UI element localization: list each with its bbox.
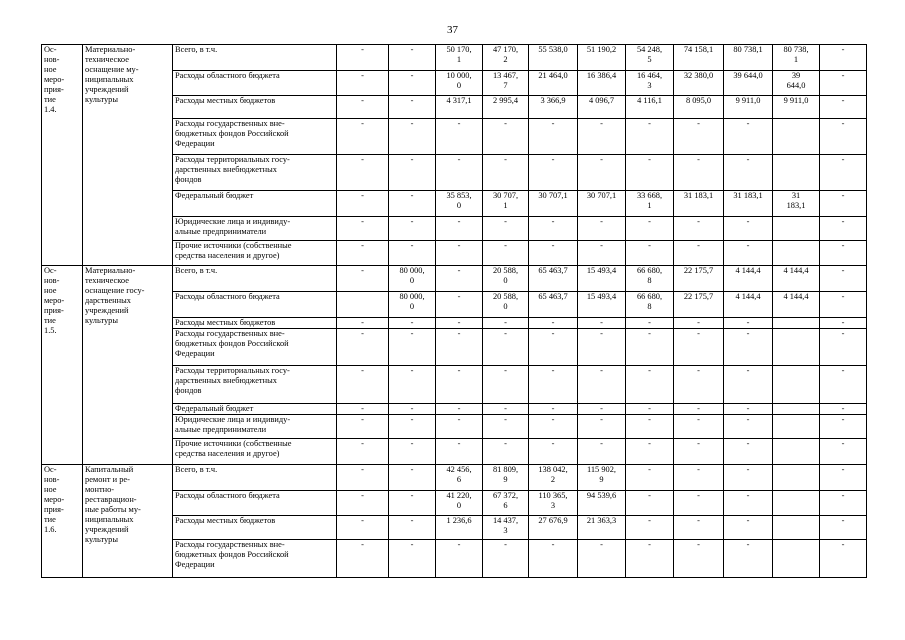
amount-cell: 8 095,0 — [674, 96, 724, 119]
amount-cell: - — [820, 366, 867, 404]
amount-cell: - — [674, 318, 724, 329]
funding-source: Юридические лица и индивиду- альные предприниматели — [173, 217, 337, 241]
amount-cell — [773, 415, 820, 439]
amount-cell: 4 144,4 — [724, 266, 773, 292]
amount-cell: 22 175,7 — [674, 292, 724, 318]
amount-cell: - — [724, 217, 773, 241]
amount-cell: - — [436, 292, 483, 318]
amount-cell: - — [578, 415, 626, 439]
amount-cell: 3 366,9 — [529, 96, 578, 119]
amount-cell: - — [674, 119, 724, 155]
amount-cell: - — [436, 366, 483, 404]
event-label: Ос- нов- ное меро- прия- тие 1.5. — [42, 266, 83, 465]
amount-cell: - — [529, 119, 578, 155]
funding-source: Расходы государственных вне- бюджетных фондов Российской Федерации — [173, 540, 337, 578]
amount-cell: - — [820, 96, 867, 119]
amount-cell: 9 911,0 — [773, 96, 820, 119]
amount-cell: - — [674, 217, 724, 241]
amount-cell: - — [820, 266, 867, 292]
funding-source: Расходы территориальных госу- дарственных внебюджетных фондов — [173, 155, 337, 191]
event-name: Материально- техническое оснащение му- ниципальных учреждений культуры — [83, 45, 173, 266]
amount-cell — [773, 217, 820, 241]
amount-cell: - — [337, 119, 389, 155]
amount-cell: - — [483, 119, 529, 155]
funding-source: Расходы местных бюджетов — [173, 96, 337, 119]
amount-cell: 4 144,4 — [773, 292, 820, 318]
amount-cell — [337, 292, 389, 318]
amount-cell: 4 096,7 — [578, 96, 626, 119]
amount-cell: - — [436, 266, 483, 292]
amount-cell: - — [626, 318, 674, 329]
amount-cell: 33 668, 1 — [626, 191, 674, 217]
amount-cell: - — [724, 491, 773, 516]
amount-cell: - — [436, 439, 483, 465]
amount-cell: - — [674, 540, 724, 578]
amount-cell: - — [674, 439, 724, 465]
amount-cell: - — [389, 71, 436, 96]
amount-cell: - — [578, 119, 626, 155]
amount-cell: - — [337, 491, 389, 516]
amount-cell: - — [337, 191, 389, 217]
amount-cell: - — [337, 217, 389, 241]
amount-cell: - — [674, 465, 724, 491]
amount-cell: 66 680, 8 — [626, 292, 674, 318]
funding-source: Расходы государственных вне- бюджетных фондов Российской Федерации — [173, 119, 337, 155]
amount-cell — [773, 329, 820, 366]
amount-cell: - — [483, 329, 529, 366]
amount-cell: - — [724, 415, 773, 439]
amount-cell: 42 456, 6 — [436, 465, 483, 491]
amount-cell: - — [820, 71, 867, 96]
amount-cell: - — [389, 439, 436, 465]
amount-cell: - — [626, 329, 674, 366]
amount-cell: - — [436, 540, 483, 578]
funding-source: Расходы местных бюджетов — [173, 516, 337, 540]
amount-cell: 15 493,4 — [578, 266, 626, 292]
amount-cell: 50 170, 1 — [436, 45, 483, 71]
amount-cell: - — [389, 191, 436, 217]
amount-cell: - — [389, 491, 436, 516]
amount-cell: 35 853, 0 — [436, 191, 483, 217]
amount-cell: - — [626, 155, 674, 191]
amount-cell: - — [626, 366, 674, 404]
amount-cell: 32 380,0 — [674, 71, 724, 96]
funding-source: Расходы областного бюджета — [173, 292, 337, 318]
funding-source: Всего, в т.ч. — [173, 266, 337, 292]
amount-cell — [773, 491, 820, 516]
amount-cell: 55 538,0 — [529, 45, 578, 71]
funding-source: Расходы территориальных госу- дарственных внебюджетных фондов — [173, 366, 337, 404]
amount-cell — [773, 155, 820, 191]
funding-source: Юридические лица и индивиду- альные предприниматели — [173, 415, 337, 439]
amount-cell: - — [389, 96, 436, 119]
amount-cell: - — [626, 516, 674, 540]
amount-cell: 94 539,6 — [578, 491, 626, 516]
event-label: Ос- нов- ное меро- прия- тие 1.4. — [42, 45, 83, 266]
event-label: Ос- нов- ное меро- прия- тие 1.6. — [42, 465, 83, 578]
amount-cell: - — [529, 439, 578, 465]
amount-cell: - — [674, 491, 724, 516]
amount-cell: - — [389, 119, 436, 155]
amount-cell: - — [483, 415, 529, 439]
table-row — [42, 266, 867, 292]
amount-cell: 4 144,4 — [773, 266, 820, 292]
event-name: Капитальный ремонт и ре- монтно- реставрацион- ные работы му- ниципальных учреждений культуры — [83, 465, 173, 578]
amount-cell: - — [724, 155, 773, 191]
funding-source: Расходы государственных вне- бюджетных фондов Российской Федерации — [173, 329, 337, 366]
amount-cell: - — [724, 404, 773, 415]
amount-cell: 80 738, 1 — [773, 45, 820, 71]
amount-cell: - — [529, 217, 578, 241]
amount-cell: - — [626, 119, 674, 155]
amount-cell — [773, 366, 820, 404]
amount-cell: - — [389, 516, 436, 540]
amount-cell: - — [529, 318, 578, 329]
amount-cell: - — [626, 491, 674, 516]
amount-cell: - — [820, 45, 867, 71]
amount-cell: - — [529, 155, 578, 191]
amount-cell: - — [436, 329, 483, 366]
amount-cell: 30 707,1 — [578, 191, 626, 217]
amount-cell: - — [529, 404, 578, 415]
amount-cell: 30 707, 1 — [483, 191, 529, 217]
amount-cell: - — [337, 540, 389, 578]
funding-source: Прочие источники (собственные средства населения и другое) — [173, 241, 337, 266]
amount-cell: 138 042, 2 — [529, 465, 578, 491]
amount-cell: - — [724, 241, 773, 266]
funding-source: Федеральный бюджет — [173, 404, 337, 415]
amount-cell: 80 738,1 — [724, 45, 773, 71]
amount-cell — [773, 465, 820, 491]
amount-cell: 27 676,9 — [529, 516, 578, 540]
amount-cell: - — [337, 155, 389, 191]
amount-cell: 10 000, 0 — [436, 71, 483, 96]
amount-cell: 20 588, 0 — [483, 292, 529, 318]
amount-cell: - — [389, 217, 436, 241]
amount-cell: - — [337, 329, 389, 366]
funding-source: Расходы областного бюджета — [173, 71, 337, 96]
amount-cell: - — [389, 45, 436, 71]
amount-cell: - — [483, 217, 529, 241]
amount-cell: - — [724, 516, 773, 540]
amount-cell: 16 464, 3 — [626, 71, 674, 96]
amount-cell: - — [436, 155, 483, 191]
amount-cell: - — [389, 318, 436, 329]
amount-cell: - — [820, 404, 867, 415]
amount-cell: 21 464,0 — [529, 71, 578, 96]
amount-cell: - — [578, 329, 626, 366]
amount-cell: - — [337, 439, 389, 465]
amount-cell: - — [674, 329, 724, 366]
amount-cell: - — [337, 465, 389, 491]
amount-cell: - — [578, 217, 626, 241]
funding-source: Прочие источники (собственные средства населения и другое) — [173, 439, 337, 465]
amount-cell: - — [483, 241, 529, 266]
amount-cell: - — [820, 329, 867, 366]
amount-cell — [773, 404, 820, 415]
amount-cell: - — [389, 465, 436, 491]
amount-cell: 67 372, 6 — [483, 491, 529, 516]
amount-cell: - — [578, 439, 626, 465]
amount-cell: - — [337, 71, 389, 96]
amount-cell: 47 170, 2 — [483, 45, 529, 71]
amount-cell: - — [389, 404, 436, 415]
funding-source: Федеральный бюджет — [173, 191, 337, 217]
amount-cell: 4 116,1 — [626, 96, 674, 119]
amount-cell: - — [626, 415, 674, 439]
amount-cell: - — [820, 217, 867, 241]
amount-cell: - — [674, 155, 724, 191]
amount-cell: - — [389, 415, 436, 439]
amount-cell — [773, 439, 820, 465]
amount-cell: - — [436, 404, 483, 415]
amount-cell: - — [389, 540, 436, 578]
amount-cell: - — [820, 292, 867, 318]
amount-cell: - — [820, 439, 867, 465]
amount-cell: - — [337, 516, 389, 540]
amount-cell: - — [578, 404, 626, 415]
amount-cell: - — [674, 366, 724, 404]
amount-cell: - — [626, 465, 674, 491]
amount-cell: - — [483, 540, 529, 578]
amount-cell: 31 183,1 — [674, 191, 724, 217]
amount-cell: 39 644,0 — [724, 71, 773, 96]
amount-cell: - — [820, 540, 867, 578]
amount-cell: 16 386,4 — [578, 71, 626, 96]
amount-cell: 30 707,1 — [529, 191, 578, 217]
amount-cell: - — [337, 415, 389, 439]
amount-cell: - — [820, 491, 867, 516]
amount-cell: 54 248, 5 — [626, 45, 674, 71]
amount-cell: - — [820, 415, 867, 439]
amount-cell: - — [820, 191, 867, 217]
amount-cell: - — [724, 366, 773, 404]
amount-cell: - — [724, 318, 773, 329]
amount-cell: 41 220, 0 — [436, 491, 483, 516]
amount-cell: - — [724, 439, 773, 465]
amount-cell: 66 680, 8 — [626, 266, 674, 292]
amount-cell: 31 183,1 — [773, 191, 820, 217]
amount-cell: - — [724, 329, 773, 366]
amount-cell: - — [578, 318, 626, 329]
event-name: Материально- техническое оснащение госу- дарственных учреждений культуры — [83, 266, 173, 465]
amount-cell: - — [578, 155, 626, 191]
amount-cell: - — [483, 439, 529, 465]
amount-cell: - — [820, 155, 867, 191]
amount-cell: - — [724, 119, 773, 155]
amount-cell: - — [337, 45, 389, 71]
amount-cell: 110 365, 3 — [529, 491, 578, 516]
amount-cell: 9 911,0 — [724, 96, 773, 119]
page-number: 37 — [447, 24, 458, 36]
amount-cell: - — [483, 155, 529, 191]
amount-cell: - — [626, 439, 674, 465]
amount-cell: 80 000, 0 — [389, 266, 436, 292]
amount-cell: - — [674, 516, 724, 540]
amount-cell: - — [389, 241, 436, 266]
amount-cell: - — [389, 155, 436, 191]
amount-cell: 65 463,7 — [529, 292, 578, 318]
amount-cell: 81 809, 9 — [483, 465, 529, 491]
amount-cell: - — [483, 366, 529, 404]
amount-cell: 39 644,0 — [773, 71, 820, 96]
amount-cell: - — [820, 465, 867, 491]
amount-cell — [773, 241, 820, 266]
funding-source: Расходы местных бюджетов — [173, 318, 337, 329]
amount-cell: - — [337, 241, 389, 266]
amount-cell: 2 995,4 — [483, 96, 529, 119]
amount-cell: - — [436, 318, 483, 329]
amount-cell: - — [436, 415, 483, 439]
funding-source: Всего, в т.ч. — [173, 465, 337, 491]
amount-cell: - — [578, 366, 626, 404]
amount-cell: - — [436, 241, 483, 266]
amount-cell: - — [724, 465, 773, 491]
amount-cell: - — [578, 540, 626, 578]
amount-cell: 51 190,2 — [578, 45, 626, 71]
amount-cell: - — [674, 415, 724, 439]
amount-cell: - — [820, 241, 867, 266]
amount-cell: - — [529, 329, 578, 366]
amount-cell: - — [626, 217, 674, 241]
amount-cell: - — [337, 318, 389, 329]
amount-cell: 115 902, 9 — [578, 465, 626, 491]
amount-cell: - — [436, 119, 483, 155]
amount-cell: - — [529, 366, 578, 404]
amount-cell: - — [529, 540, 578, 578]
amount-cell: - — [529, 415, 578, 439]
budget-table — [41, 44, 867, 578]
amount-cell — [773, 516, 820, 540]
amount-cell: 4 317,1 — [436, 96, 483, 119]
amount-cell: 1 236,6 — [436, 516, 483, 540]
amount-cell: - — [483, 404, 529, 415]
amount-cell: - — [389, 366, 436, 404]
amount-cell: 22 175,7 — [674, 266, 724, 292]
amount-cell: 80 000, 0 — [389, 292, 436, 318]
amount-cell — [773, 119, 820, 155]
table-row — [42, 45, 867, 71]
amount-cell: 14 437, 3 — [483, 516, 529, 540]
amount-cell: 20 588, 0 — [483, 266, 529, 292]
amount-cell: - — [578, 241, 626, 266]
amount-cell: - — [626, 404, 674, 415]
amount-cell: 65 463,7 — [529, 266, 578, 292]
amount-cell: - — [820, 119, 867, 155]
amount-cell: 15 493,4 — [578, 292, 626, 318]
amount-cell: 21 363,3 — [578, 516, 626, 540]
amount-cell: - — [483, 318, 529, 329]
amount-cell: - — [389, 329, 436, 366]
amount-cell: - — [674, 241, 724, 266]
amount-cell: 74 158,1 — [674, 45, 724, 71]
amount-cell — [773, 318, 820, 329]
funding-source: Расходы областного бюджета — [173, 491, 337, 516]
amount-cell — [773, 540, 820, 578]
amount-cell: - — [337, 96, 389, 119]
amount-cell: - — [626, 241, 674, 266]
funding-source: Всего, в т.ч. — [173, 45, 337, 71]
amount-cell: - — [626, 540, 674, 578]
amount-cell: 31 183,1 — [724, 191, 773, 217]
amount-cell: - — [529, 241, 578, 266]
amount-cell: - — [674, 404, 724, 415]
amount-cell: - — [724, 540, 773, 578]
amount-cell: - — [820, 318, 867, 329]
amount-cell: 13 467, 7 — [483, 71, 529, 96]
amount-cell: - — [820, 516, 867, 540]
amount-cell: - — [337, 266, 389, 292]
amount-cell: - — [337, 366, 389, 404]
amount-cell: 4 144,4 — [724, 292, 773, 318]
amount-cell: - — [436, 217, 483, 241]
amount-cell: - — [337, 404, 389, 415]
table-row — [42, 465, 867, 491]
